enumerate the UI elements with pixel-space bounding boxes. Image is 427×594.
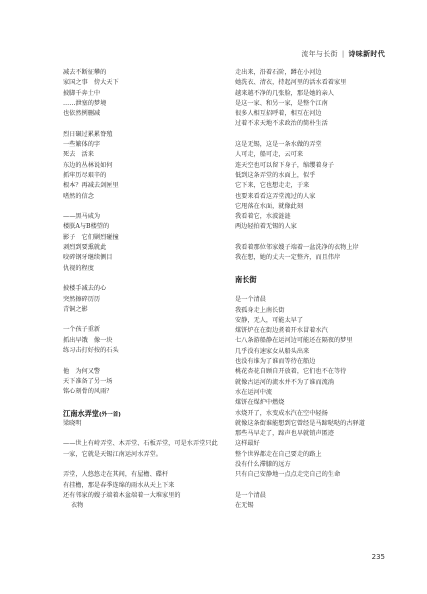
poem-line: 突然擦碎历历 (63, 295, 101, 303)
poem-line: 烈日碾过累累脊殖 (63, 130, 113, 138)
poem-line: 连天空也可以留下身子，缩缨着身子 (235, 161, 334, 169)
poem-line: 仇视的程度 (63, 264, 94, 272)
stanza-gap (63, 274, 223, 284)
book-title: 流年与长街 (301, 50, 338, 58)
poem-line: 一些繁体的字 (63, 141, 101, 149)
poem-line: 披脚千奔土中 (63, 89, 101, 97)
poem-line: 是一个清晨 (235, 491, 266, 499)
poem-line: 她洗衣、清衣，持起河里的活水看着家里 (235, 79, 347, 87)
stanza-gap (235, 264, 395, 274)
poem-title-text: 江南水弄堂 (63, 408, 99, 418)
poem-line: 两边轻拍着无锡的人家 (235, 223, 297, 231)
poem-line: 也没有谁为了谁而等待在船边 (235, 358, 316, 366)
stanza-gap (235, 233, 395, 243)
poem-line: 水在运河中流 (235, 388, 273, 396)
poem-line: 煤饼在煤炉中燃烧 (235, 399, 285, 407)
poem-line: ……泄塞的梦境 (63, 99, 107, 107)
poem-line: 披楼手减去的心 (63, 285, 107, 293)
poem-line: 天下准备了另一场 (63, 377, 113, 385)
poem-line: 在无锡 (235, 502, 254, 510)
right-column (235, 68, 395, 511)
prose-intro: ——世上有峙弄堂、木弄堂、石板弄堂，可是水弄堂只此一家，它就是天锡江南运河水弄堂。 (63, 440, 218, 458)
stanza-gap (235, 481, 395, 491)
poem-line: 还有邻家的嫂子端着木盆端着一大堆家里的 (63, 491, 181, 499)
stanza-gap (63, 315, 223, 325)
poem-line: 就像古运河的流水并不为了谁而流淌 (235, 378, 334, 386)
header-separator: | (341, 50, 345, 58)
poem-line: 这是无锡，这是一条水做的弄堂 (235, 141, 322, 149)
poem-line: 楼朕A与B楼望的 (63, 223, 110, 231)
poem-line: 抓牢历尽艰辛的 (63, 171, 107, 179)
poem-line: 整个世界都走在自己要走的路上 (235, 450, 322, 458)
poem-line: 咬碎钢牙继续侧目 (63, 254, 113, 262)
poem-line: 没有什么滞膝的远方 (235, 460, 291, 468)
poem-line: ——黑马咸为 (63, 213, 101, 221)
poem-line: 弄堂，人悠悠走在其间，有屋檐、碟杆 (63, 471, 169, 479)
stanza-gap (63, 356, 223, 366)
stanza-gap (63, 398, 223, 408)
poem-line: 死去 活来 (63, 151, 94, 159)
poem-line: 越来越不净的几张脸，那是她的亲人 (235, 89, 334, 97)
poem-line: 有挂檐，那是春季连绵的雨水从天上下来 (63, 481, 175, 489)
stanza-gap (63, 460, 223, 470)
poem-line: 人可走，船可走，云可来 (235, 151, 304, 159)
poem-line: 也要来看看这弄堂流过的人家 (235, 192, 316, 200)
poem-line: 一个孩子重新 (63, 326, 101, 334)
poem-line: 我在想，她的丈夫一定整齐，而且伟岸 (235, 254, 341, 262)
poem-line: 根本？再减去剑匣里 (63, 182, 119, 190)
poem-line: 剥烈到要熏就此 (63, 244, 107, 252)
stanza-gap (63, 202, 223, 212)
poem-line: 就像这条街谁能想到它曾经是马蹄哒哒的古驿道 (235, 419, 365, 427)
poem-line: 只有自己安静地一点点走完自己的生命 (235, 471, 341, 479)
poem-line: 走出来，沿着石阶，蹲在小河边 (235, 69, 322, 76)
poem-line: 桃花杏花自顾自开放着，它们也不在等待 (235, 368, 347, 376)
poem-line: 家国之事 傍大天下 (63, 79, 119, 87)
stanza-gap (235, 130, 395, 140)
poem-line: 这样最好 (235, 440, 260, 448)
poem-line: 水烧开了，水变成水汽在空中轻扬 (235, 409, 328, 417)
poem-author: 梁晓明 (63, 419, 82, 427)
poem-line: 铭心刻骨的风雨？ (63, 388, 113, 396)
poem-line: 他 为何又警 (63, 367, 101, 375)
poem-subtitle: (外一首) (98, 411, 121, 418)
stanza-gap (63, 119, 223, 129)
poem-line: 低到这条弄堂的水面上，似乎 (235, 171, 316, 179)
page-number: 235 (371, 553, 385, 561)
poem-line: 煤饼炉在在街边煮着开水冒着水汽 (235, 327, 328, 335)
poem-line: 几乎没有速家女从船头出来 (235, 347, 310, 355)
poem-line: 我看着它，水波涟涟 (235, 213, 291, 221)
poem-title (63, 408, 223, 419)
poem-line: 我看着那位邻家嫂子端着一盆洗净的衣物上岸 (235, 244, 359, 252)
poem-line: 东边的丛林说如何 (63, 161, 113, 169)
poem-line: 很多人相互招呼着，相互在河边 (235, 110, 322, 118)
poem-line: 七八条游船静在运河边可能还在隔夜的梦里 (235, 337, 353, 345)
poem-line: 也依然例删减 (63, 110, 101, 118)
poem-line: 安静，无人，可能太早了 (235, 316, 304, 324)
poem-line: 减去不断征攀的 (63, 69, 107, 76)
poem-title: 南长街 (235, 274, 257, 284)
poem-line: 是一个清晨 (235, 296, 266, 304)
poem-line: 嗜然的信念 (63, 192, 94, 200)
poem-line: 我孤身走上南长街 (235, 306, 285, 314)
poem-line: 过着不求天地不求政治的简朴生活 (235, 120, 328, 128)
left-column (63, 68, 223, 511)
stanza-gap (235, 285, 395, 295)
section-title: 诗味新时代 (348, 50, 385, 58)
poem-line: 青铜之影 (63, 305, 88, 313)
poem-line: 是这一家、和另一家，是整个江南 (235, 99, 328, 107)
poem-line: 它下来，它也想走走，于来 (235, 182, 310, 190)
poem-line: 抓出早饿 像一块 (63, 336, 113, 344)
running-header (301, 49, 385, 59)
poem-line: 那些马早走了，蹄声也早就销声匿迹 (235, 430, 334, 438)
poem-line: 它甩落在水面，就像此刻 (235, 202, 304, 210)
stanza-gap (63, 429, 223, 439)
poem-line: 衣物 (71, 502, 84, 510)
poem-line: 影子 它们剿烈碰撞 (63, 233, 119, 241)
poem-line: 练习击打好按的石头 (63, 347, 119, 355)
